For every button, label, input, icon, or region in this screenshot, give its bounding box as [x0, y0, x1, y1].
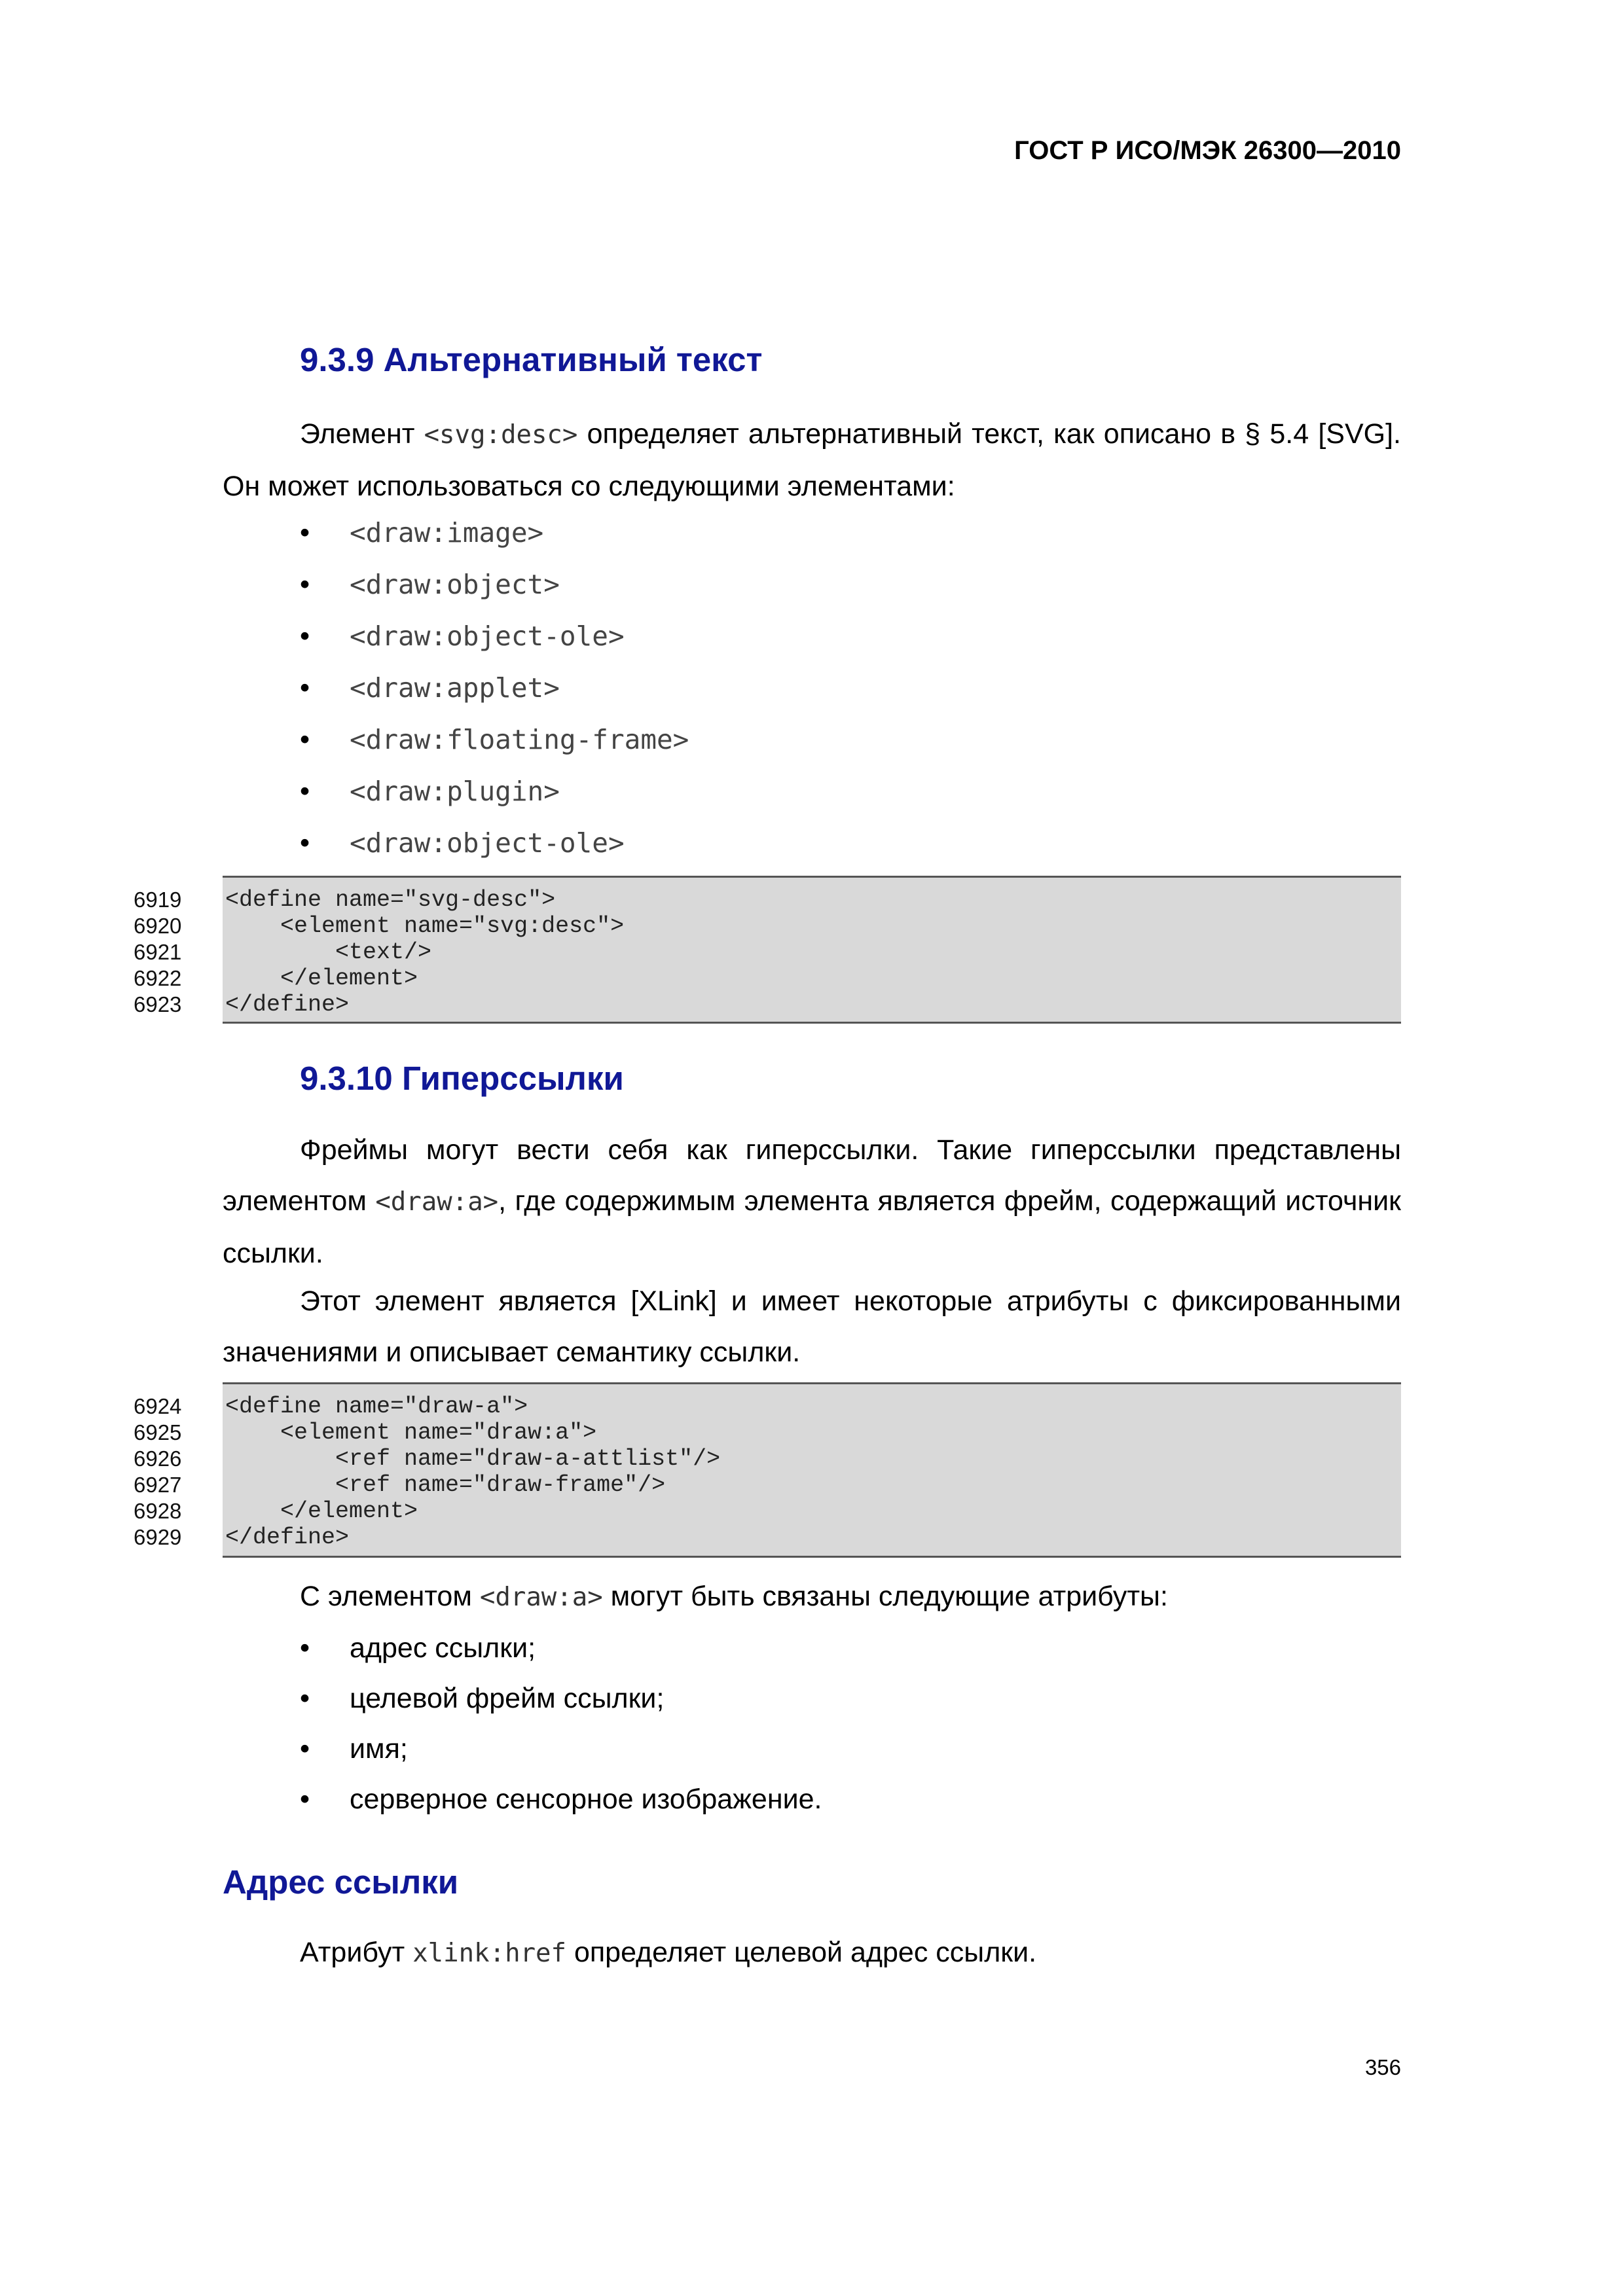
bullet-icon: •: [300, 724, 310, 755]
list-item: [300, 817, 689, 869]
paragraph-text-end: , где содержимым элемента является фрейм, содержащий источник ссылки.: [223, 1185, 1401, 1269]
code-text: <ref name="draw-frame"/>: [225, 1472, 666, 1498]
line-number: 6923: [134, 992, 182, 1016]
code-line: [134, 992, 1401, 1018]
paragraph-frames-hyperlinks: [223, 1124, 1401, 1279]
code-text: </define>: [225, 992, 350, 1018]
code-line: [134, 1524, 1401, 1551]
line-number: 6924: [134, 1394, 182, 1418]
line-number: 6926: [134, 1446, 182, 1471]
code-text: <element name="svg:desc">: [225, 913, 625, 939]
list-item-code: <draw:plugin>: [350, 776, 560, 807]
bullet-icon: •: [300, 827, 310, 859]
list-item-code: <draw:object>: [350, 569, 560, 600]
list-item: [300, 611, 689, 662]
bullet-icon: •: [300, 1733, 310, 1765]
bullet-icon: •: [300, 569, 310, 600]
code-text: <element name="draw:a">: [225, 1420, 597, 1446]
list-item-text: имя;: [350, 1733, 408, 1765]
list-item: [300, 1774, 822, 1825]
code-text: </define>: [225, 1524, 350, 1551]
code-text: <text/>: [225, 939, 432, 965]
paragraph-svg-desc: [223, 408, 1401, 512]
bullet-icon: •: [300, 1683, 310, 1714]
line-number: 6922: [134, 966, 182, 990]
line-number: 6921: [134, 940, 182, 964]
code-text: <define name="svg-desc">: [225, 887, 556, 913]
bullet-icon: •: [300, 776, 310, 807]
bullet-icon: •: [300, 620, 310, 652]
standard-designation: ГОСТ Р ИСО/МЭК 26300—2010: [1014, 136, 1401, 165]
list-item: [300, 714, 689, 766]
code-block-draw-a: [134, 1382, 1401, 1558]
code-line: [134, 913, 1401, 939]
list-item: [300, 1674, 822, 1724]
code-line: [134, 1498, 1401, 1524]
paragraph-text-start: С элементом: [300, 1581, 480, 1612]
list-item: [300, 1623, 822, 1674]
paragraph-xlink: [223, 1276, 1401, 1378]
list-item: [300, 507, 689, 559]
list-item-text: серверное сенсорное изображение.: [350, 1784, 822, 1815]
bullet-icon: •: [300, 1632, 310, 1664]
section-heading-link-address: Адрес ссылки: [223, 1863, 459, 1901]
inline-code-xlink-href: xlink:href: [412, 1939, 567, 1968]
code-text: <ref name="draw-a-attlist"/>: [225, 1446, 721, 1472]
code-text: <define name="draw-a">: [225, 1393, 528, 1420]
list-item-code: <draw:applet>: [350, 672, 560, 704]
code-line: [134, 1472, 1401, 1498]
list-item-code: <draw:object-ole>: [350, 620, 625, 652]
code-line: [134, 965, 1401, 992]
list-item-text: целевой фрейм ссылки;: [350, 1683, 665, 1714]
bullet-icon: •: [300, 672, 310, 704]
code-line: [134, 1393, 1401, 1420]
attribute-list: [300, 1623, 822, 1825]
code-line: [134, 939, 1401, 965]
section-heading-9-3-9: 9.3.9 Альтернативный текст: [300, 341, 763, 378]
section-heading-9-3-10: 9.3.10 Гиперссылки: [300, 1060, 624, 1097]
list-item: [300, 559, 689, 611]
list-item: [300, 1724, 822, 1774]
code-line: [134, 1420, 1401, 1446]
list-item: [300, 662, 689, 714]
inline-code-draw-a: <draw:a>: [479, 1583, 603, 1612]
code-text: </element>: [225, 1498, 418, 1524]
line-number: 6927: [134, 1473, 182, 1497]
list-item-code: <draw:image>: [350, 517, 544, 548]
paragraph-text-start: Фреймы могут вести себя как гиперссылки. Такие гиперссылки представлены элементом: [223, 1134, 1401, 1217]
bullet-icon: •: [300, 517, 310, 548]
code-text: </element>: [225, 965, 418, 992]
list-item-code: <draw:floating-frame>: [350, 724, 689, 755]
code-line: [134, 887, 1401, 913]
list-item: [300, 766, 689, 817]
element-list: [300, 507, 689, 869]
line-number: 6925: [134, 1420, 182, 1444]
line-number: 6920: [134, 914, 182, 938]
page-number: 356: [1364, 2055, 1401, 2079]
line-number: 6928: [134, 1499, 182, 1523]
paragraph-attributes-intro: [223, 1571, 1401, 1623]
paragraph-text-end: могут быть связаны следующие атрибуты:: [602, 1581, 1168, 1612]
paragraph-text-end: определяет альтернативный текст, как описано в § 5.4 [SVG]. Он может использоваться со следующими элементами:: [223, 418, 1401, 502]
paragraph-text-end: определяет целевой адрес ссылки.: [566, 1937, 1037, 1968]
inline-code-draw-a: <draw:a>: [375, 1187, 499, 1217]
list-item-text: адрес ссылки;: [350, 1632, 536, 1664]
inline-code-svg-desc: <svg:desc>: [424, 420, 578, 450]
paragraph-text-start: Элемент: [300, 418, 424, 450]
list-item-code: <draw:object-ole>: [350, 827, 625, 859]
line-number: 6919: [134, 888, 182, 912]
paragraph-text-start: Атрибут: [300, 1937, 413, 1968]
code-block-svg-desc: [134, 876, 1401, 1024]
paragraph-xlink-href: [223, 1927, 1401, 1979]
paragraph-text: Этот элемент является [XLink] и имеет некоторые атрибуты с фиксированными значениями и описывает семантику ссылки.: [223, 1285, 1401, 1368]
line-number: 6929: [134, 1525, 182, 1549]
bullet-icon: •: [300, 1784, 310, 1815]
code-line: [134, 1446, 1401, 1472]
